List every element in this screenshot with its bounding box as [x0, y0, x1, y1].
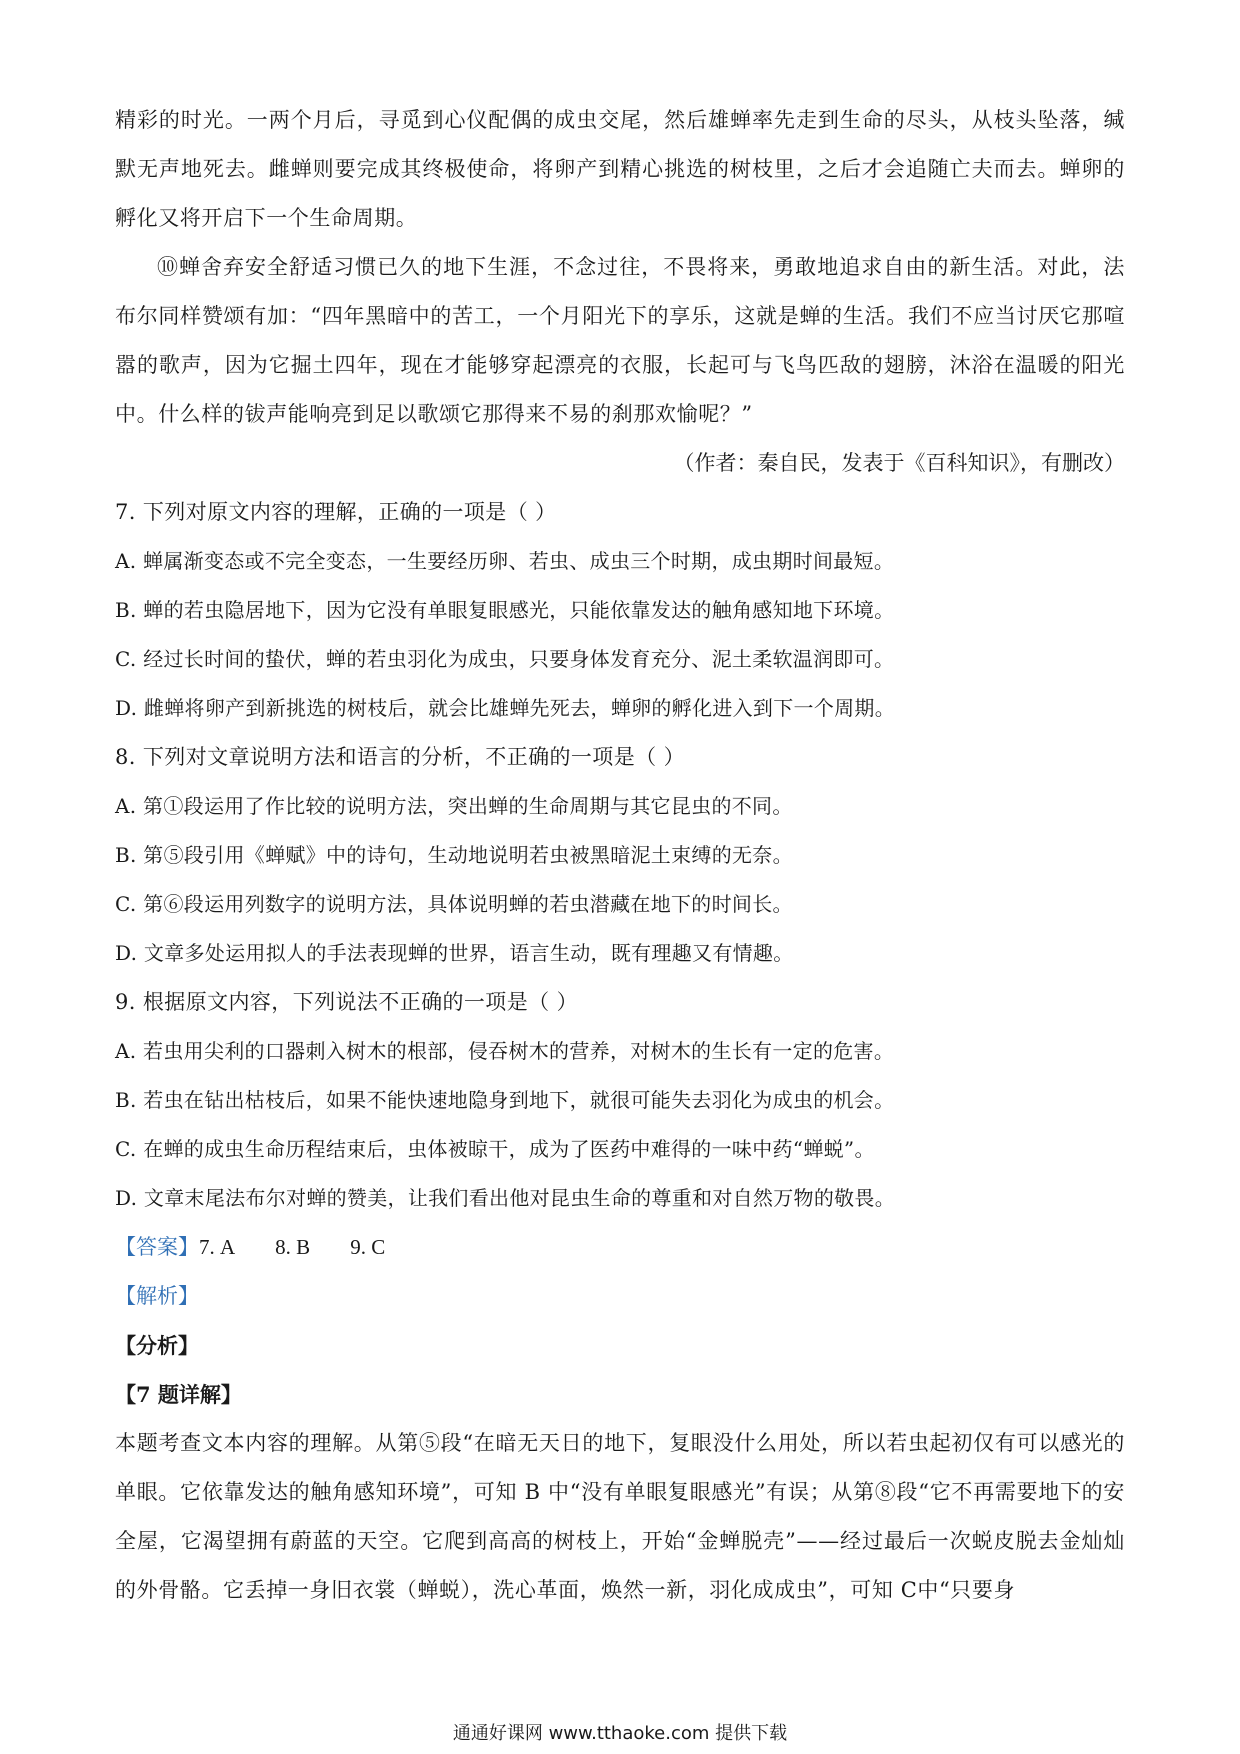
question-stem: 9. 根据原文内容，下列说法不正确的一项是（ ）: [115, 990, 578, 1014]
question-stem: 8. 下列对文章说明方法和语言的分析，不正确的一项是（ ）: [115, 745, 685, 769]
analysis-tag: 【解析】: [115, 1284, 199, 1308]
detail-text: 本题考查文本内容的理解。从第⑤段“在暗无天日的地下，复眼没什么用处，所以若虫起初仅有可以感光的单眼。它依靠发达的触角感知环境”，可知 B 中“没有单眼复眼感光”有误；从第⑧段“它不再需要地下的安全屋，它渴望拥有蔚蓝的天空。它爬到高高的树枝上，开始“金蝉脱壳”——经过最后一次蜕皮脱去金灿灿的外骨骼。它丢掉一身旧衣裳（蝉蜕），洗心革面，焕然一新，羽化成成虫”，可知 C中“只要身: [115, 1431, 1125, 1602]
answer-row: [115, 1223, 1125, 1272]
answer-item: 8. B: [275, 1235, 311, 1259]
option-b: B. 蝉的若虫隐居地下，因为它没有单眼复眼感光，只能依靠发达的触角感知地下环境。: [115, 598, 895, 622]
article-paragraph-10: ⑩蝉舍弃安全舒适习惯已久的地下生涯，不念过往，不畏将来，勇敢地追求自由的新生活。对此，法布尔同样赞颂有加：“四年黑暗中的苦工，一个月阳光下的享乐，这就是蝉的生活。我们不应当讨厌它那喧嚣的歌声，因为它掘土四年，现在才能够穿起漂亮的衣服，长起可与飞鸟匹敌的翅膀，沐浴在温暖的阳光中。什么样的钹声能响亮到足以歌颂它那得来不易的刹那欢愉呢？”: [115, 255, 1125, 426]
article-source: （作者：秦自民，发表于《百科知识》，有删改）: [673, 451, 1125, 475]
answer-item: 9. C: [350, 1235, 386, 1259]
answer-item: 7. A: [199, 1235, 236, 1259]
question-7: [115, 488, 1125, 733]
option-a: A. 第①段运用了作比较的说明方法，突出蝉的生命周期与其它昆虫的不同。: [115, 794, 793, 818]
option-c: C. 在蝉的成虫生命历程结束后，虫体被晾干，成为了医药中难得的一味中药“蝉蜕”。: [115, 1137, 875, 1161]
option-c: C. 经过长时间的蛰伏，蝉的若虫羽化为成虫，只要身体发育充分、泥土柔软温润即可。: [115, 647, 895, 671]
question-stem: 7. 下列对原文内容的理解，正确的一项是（ ）: [115, 500, 557, 524]
page-footer: 通通好课网 www.tthaoke.com 提供下载: [452, 1723, 788, 1744]
option-b: B. 若虫在钻出枯枝后，如果不能快速地隐身到地下，就很可能失去羽化为成虫的机会。: [115, 1088, 895, 1112]
option-a: A. 蝉属渐变态或不完全变态，一生要经历卵、若虫、成虫三个时期，成虫期时间最短。: [115, 549, 895, 573]
question-9: [115, 978, 1125, 1223]
option-d: D. 文章末尾法布尔对蝉的赞美，让我们看出他对昆虫生命的尊重和对自然万物的敬畏。: [115, 1186, 896, 1210]
article-paragraph-9-continued: 精彩的时光。一两个月后，寻觅到心仪配偶的成虫交尾，然后雄蝉率先走到生命的尽头，从枝头坠落，缄默无声地死去。雌蝉则要完成其终极使命，将卵产到精心挑选的树枝里，之后才会追随亡夫而去。蝉卵的孵化又将开启下一个生命周期。: [115, 108, 1125, 230]
option-c: C. 第⑥段运用列数字的说明方法，具体说明蝉的若虫潜藏在地下的时间长。: [115, 892, 793, 916]
question-8: [115, 733, 1125, 978]
option-d: D. 文章多处运用拟人的手法表现蝉的世界，语言生动，既有理趣又有情趣。: [115, 941, 794, 965]
detail-heading: 【7 题详解】: [115, 1382, 242, 1407]
analysis-heading: 【分析】: [115, 1333, 199, 1358]
option-d: D. 雌蝉将卵产到新挑选的树枝后，就会比雄蝉先死去，蝉卵的孵化进入到下一个周期。: [115, 696, 896, 720]
option-a: A. 若虫用尖利的口器刺入树木的根部，侵吞树木的营养，对树木的生长有一定的危害。: [115, 1039, 895, 1063]
option-b: B. 第⑤段引用《蝉赋》中的诗句，生动地说明若虫被黑暗泥土束缚的无奈。: [115, 843, 793, 867]
page-content: [115, 96, 1125, 1615]
answer-tag: 【答案】: [115, 1235, 199, 1259]
